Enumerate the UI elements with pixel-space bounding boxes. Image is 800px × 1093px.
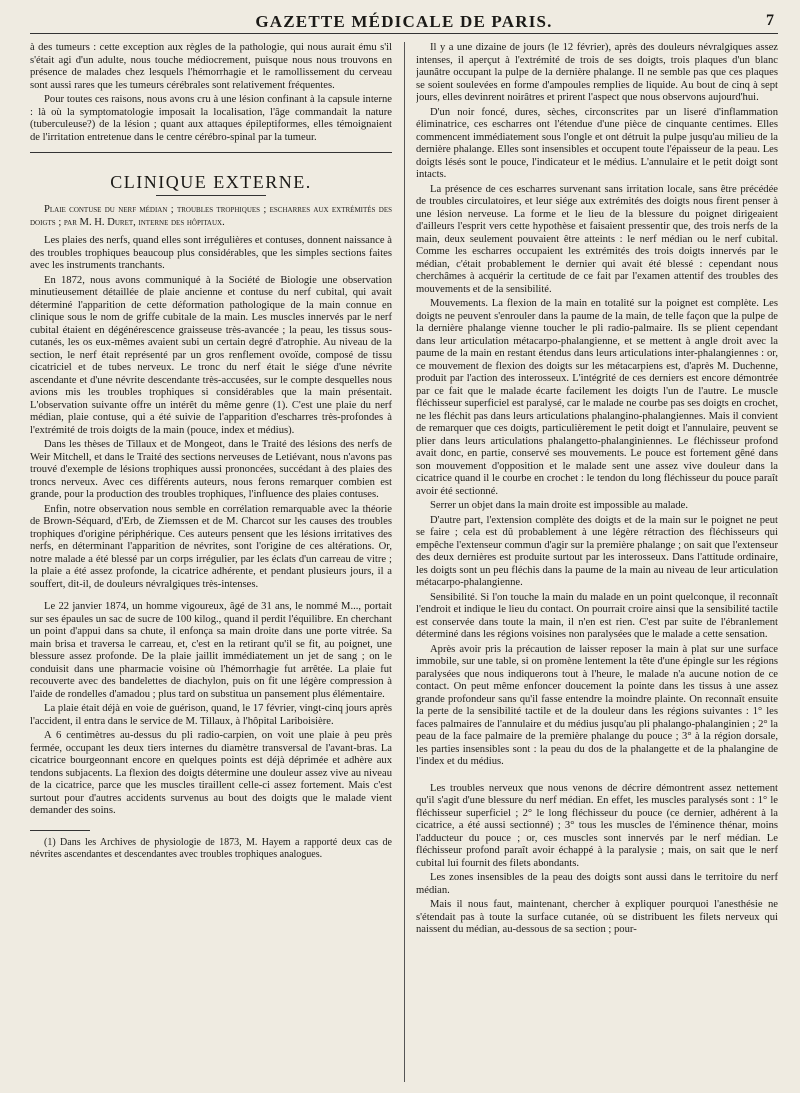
paragraph: Serrer un objet dans la main droite est impossible au malade.: [430, 500, 689, 511]
right-column: [416, 42, 778, 1082]
paragraph: D'autre part, l'extension complète des doigts et de la main sur le poignet ne peut se faire ; cela est dû probablement à une légère rétraction des fléchisseurs qui empêche l'extenseur commun d'agir sur la première phalange ; on sait que l'extenseur des deux dernières est produite surtout par les interosseux. Dans l'attitude ordinaire, les doigts sont un peu fléchis dans la paume de la main au niveau de leur articulation métacarpo-phalangienne.: [416, 514, 778, 588]
paragraph: Après avoir pris la précaution de laisser reposer la main à plat sur une surface immobile, sur une table, si on promène lentement la tête d'une épingle sur les régions paralysées que nous indiquerons tout à l'heure, le malade n'a aucune notion de ce contact. On peut même enfoncer doucement la pointe dans les tissus à une assez grande profondeur sans qu'il fasse entendre la moindre plainte. On reconnaît ensuite la perte de la sensibilité tactile et de la douleur dans les régions suivantes : 1° les faces palmaires de l'annulaire et du médius jusqu'au pli phalango-phalanginien ; 2° la peau de la face palmaire de la première phalange du pouce ; 3° à la région dorsale, les parties insensibles sont : la peau du dos de la phalangette et de la phalangine de l'index et du médius.: [416, 643, 778, 767]
footnote: (1) Dans les Archives de physiologie de 1873, M. Hayem a rapporté deux cas de névrites ascendantes et descendantes avec troubles trophiques analogues.: [30, 836, 392, 860]
paragraph: La présence de ces escharres survenant sans irritation locale, sans être précédée de troubles circulatoires, et leur siége aux extrémités des doigts nous firent penser à une lésion nerveuse. La forme et le lieu de la blessure du poignet dirigeaient d'ailleurs l'esprit vers cette hypothèse et faisaient pressentir que, des trois nerfs de la main, deux seulement pouvaient être atteints : le nerf médian ou le nerf cubital. Comme les escharres occupaient les extrémités des trois doigts innervés par le médian, c'était probablement le dernier qui avait été blessé : cependant nous cherchâmes à acquérir la certitude de ce fait par l'examen attentif des troubles des mouvements et de la sensibilité.: [416, 183, 778, 295]
paragraph: Les plaies des nerfs, quand elles sont irrégulières et contuses, donnent naissance à des troubles trophiques beaucoup plus considérables, que les simples sections faites avec les instruments tranchants.: [30, 235, 392, 271]
left-column: [30, 42, 392, 1082]
paragraph: Sensibilité. Si l'on touche la main du malade en un point quelconque, il reconnaît l'endroit et indique le lieu du contact. On pourrait croire ainsi que la sensibilité tactile est conservée dans toute la main, il n'en est rien. C'est par suite de l'ébranlement déterminé dans les régions voisines non paralysées que le malade a cette sensation.: [416, 591, 778, 640]
spacer: [30, 593, 392, 601]
paragraph: Mais il nous faut, maintenant, chercher à expliquer pourquoi l'anesthésie ne s'étendait pas à toute la surface cutanée, où se distribuent les filets nerveux qui naissent du médian, au-dessous de sa section ; pour-: [416, 899, 778, 935]
paragraph: Le 22 janvier 1874, un homme vigoureux, âgé de 31 ans, le nommé M..., portait sur ses épaules un sac de sucre de 100 kilog., quand il perdit l'équilibre. En cherchant un point d'appui dans sa chute, il enfonça sa main droite dans une porte vitrée. Sa main brisa et traversa le carreau, et, c'est en la retirant qu'il se fit, au poignet, une blessure assez profonde. De la plaie jaillit immédiatement un jet de sang ; on le conduisit dans une pharmacie voisine où l'hémorrhagie fut arrêtée. La plaie fut recouverte avec des bandelettes de diachylon, puis on fit une légère compression à l'aide de rondelles d'amadou ; plus tard on substitua un pansement plus élémentaire.: [30, 601, 392, 700]
title-underline: [156, 195, 266, 196]
paragraph: Dans les thèses de Tillaux et de Mongeot, dans le Traité des lésions des nerfs de Weir Mitchell, et dans le Traité des sections nerveuses de Letiévant, nous n'avons pas trouvé d'exemple de lésions trophiques aussi prononcées, succédant à des plaies des troncs nerveux. Avec ces différents auteurs, nous ferons remarquer combien est grande, pour la production des troubles trophiques, l'influence des plaies contuses.: [30, 439, 392, 500]
journal-title: GAZETTE MÉDICALE DE PARIS.: [255, 12, 553, 31]
paragraph: Les zones insensibles de la peau des doigts sont aussi dans le territoire du nerf médian.: [416, 872, 778, 896]
paragraph: Les troubles nerveux que nous venons de décrire démontrent assez nettement qu'il s'agit d'une blessure du nerf médian. En effet, les muscles paralysés sont : 1° le fléchisseur superficiel ; 2° le long fléchisseur du pouce (ce dernier, adhérent à la cicatrice, a été aussi sectionné) ; 3° tous les muscles de l'éminence thénar, moins l'adducteur du pouce ; or, ces muscles sont innervés par le nerf médian. Le fléchisseur profond paraît avoir échappé à la paralysie ; mais, on sait que le nerf cubital lui fournit des filets abondants.: [416, 782, 778, 869]
article-columns: [30, 42, 778, 1082]
page-number: 7: [766, 12, 774, 29]
paragraph: Il y a une dizaine de jours (le 12 février), après des douleurs névralgiques assez intenses, il aperçut à l'extrémité de trois de ses doigts, trois plaques d'un blanc jaunâtre occupant la pulpe de la dernière phalange. Il ne semble pas que ces plaques se soient soulevées en forme d'ampoules remplies de liquide. Au bout de cinq à sept jours, elles devinrent noirâtres et prirent l'aspect que nous observons aujourd'hui.: [416, 42, 778, 103]
paragraph: à des tumeurs : cette exception aux règles de la pathologie, qui nous aurait ému s'il s'était agi d'un adulte, nous touche médiocrement, puisque nous nous trouvons en présence de malades chez lesquels l'hémorrhagie et le ramollissement du cerveau sont aussi rares que les tumeurs cérébrales sont relativement fréquentes.: [30, 42, 392, 91]
paragraph: Enfin, notre observation nous semble en corrélation remarquable avec la théorie de Brown-Séquard, d'Erb, de Ziemssen et de M. Charcot sur les causes des troubles trophiques d'origine périphérique. Ces auteurs pensent que les lésions irritatives des nerfs, en déterminant l'apparition de névrites, sont l'origine de ces altérations. Or, notre malade a été blessé par un corps irrégulier, par les éclats d'un carreau de vitre ; la plaie a été assez profonde, la cicatrice adhérente, et pendant plusieurs jours, il a souffert, dit-il, de douleurs névralgiques très-intenses.: [30, 503, 392, 590]
paragraph: Pour toutes ces raisons, nous avons cru à une lésion confinant à la capsule interne : là où la symptomatologie imposait la localisation, l'âge commandait la nature (tuberculeuse?) de la lésion ; quant aux attaques épileptiformes, elles témoignaient de l'irritation entretenue dans le centre cérébro-spinal par la tumeur.: [30, 94, 392, 143]
article-subtitle: Plaie contuse du nerf médian ; troubles trophiques ; escharres aux extrémités des doigts ; par M. H. Duret, interne des hôpitaux.: [30, 204, 392, 228]
paragraph: A 6 centimètres au-dessus du pli radio-carpien, on voit une plaie à peu près fermée, occupant les deux tiers internes du diamètre transversal de l'avant-bras. La cicatrice bourgeonnant encore en quelques points est déjà déprimée et adhère aux tendons subjacents. La flexion des doigts détermine une douleur assez vive au niveau de la cicatrice, parce que les muscles tiraillent celle-ci assez fortement. Mais c'est surtout pour d'autres accidents survenus au bout des doigts que le malade vient demander des soins.: [30, 730, 392, 816]
paragraph: D'un noir foncé, dures, sèches, circonscrites par un liseré d'inflammation éliminatrice, ces escharres ont l'étendue d'une pièce de cinquante centimes. Elles commencent immédiatement sous l'ongle et ont détruit la pulpe jusqu'au milieu de la dernière phalange. Elles sont insensibles et occupent toute l'épaisseur de la peau. Les doigts lésés sont le pouce, l'indicateur et le médius. L'annulaire et le petit doigt sont intacts.: [416, 106, 778, 180]
spacer: [416, 771, 778, 783]
page-header: [30, 10, 778, 34]
paragraph: La plaie était déjà en voie de guérison, quand, le 17 février, vingt-cinq jours après l'accident, il entra dans le service de M. Tillaux, à l'hôpital Lariboisière.: [30, 703, 392, 727]
paragraph: En 1872, nous avons communiqué à la Société de Biologie une observation minutieusement détaillée de plaie ancienne et contuse du nerf cubital, qui avait déterminé l'apparition de cette déformation pathologique de la main connue en clinique sous le nom de griffe cubitale de la main. Les muscles innervés par le nerf cubital étaient en dégénérescence graisseuse très-avancée ; la peau, les tissus sous-cutanés, les os eux-mêmes avaient subi un certain degré d'atrophie. Au niveau de la section, le nerf était représenté par un gros renflement ovoïde, composé de tissu cicatriciel et de tubes nerveux. Le tronc du nerf était le siége d'une névrite ascendante et d'une névrite descendante très-accusées, sur le compte desquelles nous avions mis les troubles trophiques si considérables que la main présentait. L'observation suivante offre un intérêt du même genre (1). C'est une plaie du nerf médian, plaie contuse, qui a été suivie de l'apparition d'escharres très-profondes à l'extrémité de trois doigts de la main (pouce, index et médius).: [30, 274, 392, 436]
footnote-divider: [30, 830, 90, 831]
section-divider: [30, 152, 392, 153]
column-divider: [404, 42, 405, 1082]
paragraph: Mouvements. La flexion de la main en totalité sur la poignet est complète. Les doigts ne peuvent s'enrouler dans la paume de la main, de telle façon que la pulpe de la dernière phalange vienne toucher le pli radio-palmaire. Ils se plient cependant dans leur articulation métacarpo-phalangienne, et se mettent à angle droit avec la paume de la main en restant étendus dans leurs articulations inter-phalangiennes : or, ce mouvement de flexion des doigts sur les métacarpiens est, d'après M. Duchenne, produit par l'action des interosseux. L'intégrité de ces derniers est encore démontrée par ce fait que le malade écarte facilement les doigts l'un de l'autre. Le muscle fléchisseur superficiel est paralysé, car le malade ne courbe pas ses doigts en crochet, ne les fléchit pas dans leurs articulations phalangino-phalangiennes. Mais il convient de remarquer que ces doigts, particulièrement le petit doigt et l'annulaire, peuvent se plier dans leurs articulations phalangetto-phalanginiennes. Le fléchisseur profond avait donc, en partie, conservé ses mouvements. Le pouce est fortement gêné dans son mouvement d'opposition et le malade sent une assez vive douleur dans la cicatrice quand il le courbe en crochet : le tendon du long fléchisseur du pouce paraît avoir été sectionné.: [416, 298, 778, 497]
section-title: CLINIQUE EXTERNE.: [110, 172, 312, 192]
